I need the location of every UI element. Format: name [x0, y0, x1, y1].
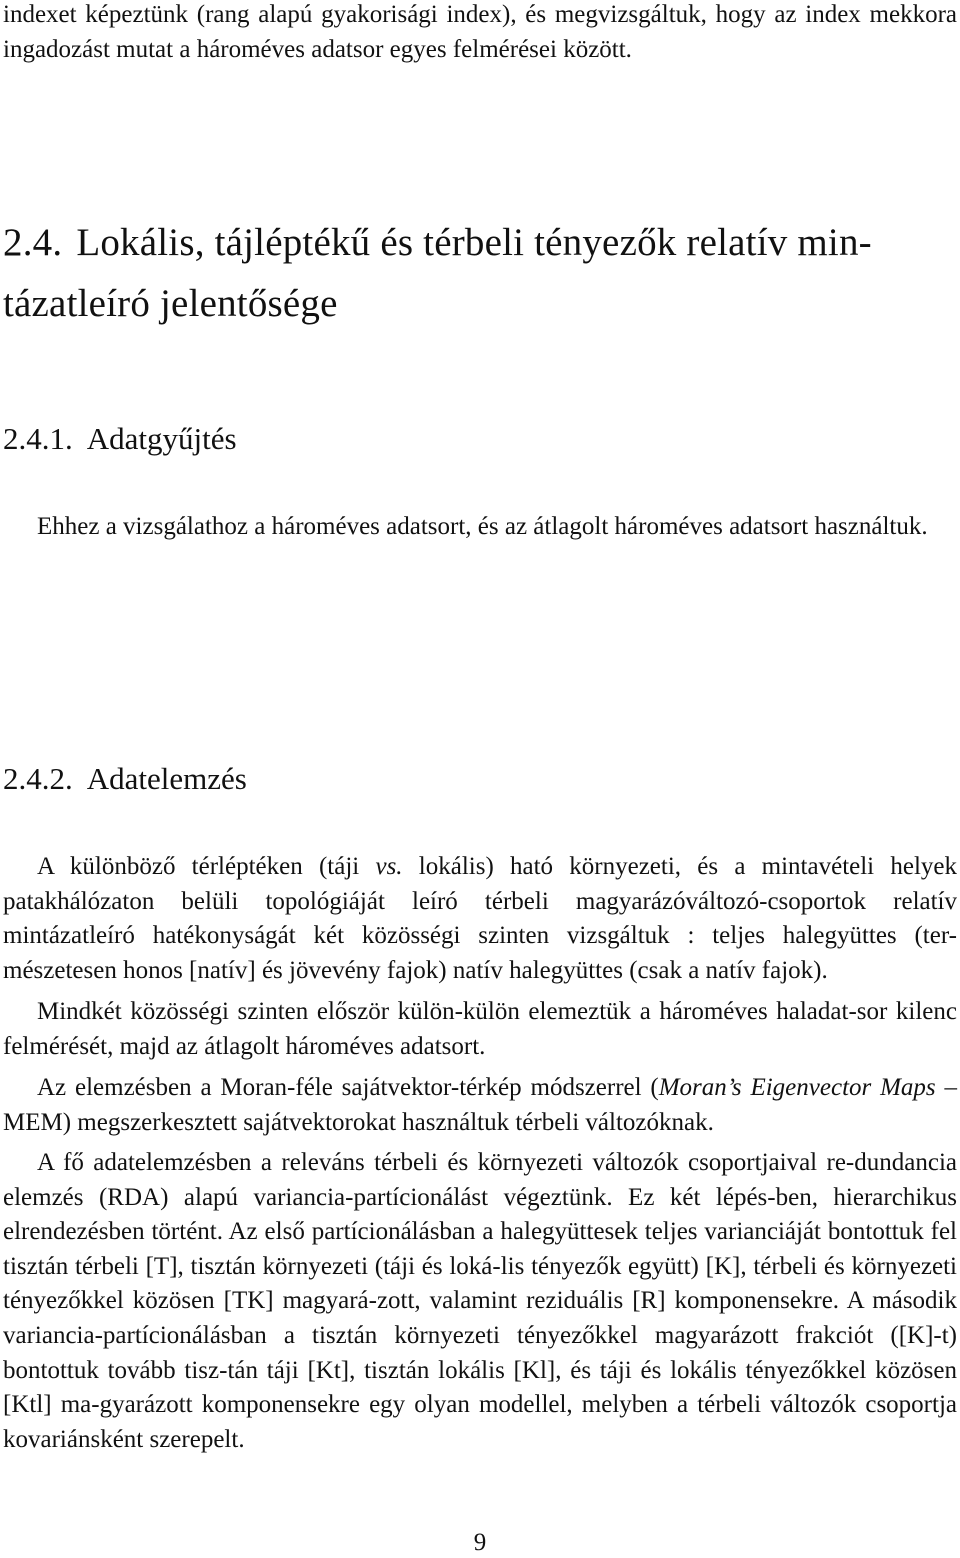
- analysis-p3-start: Az elemzésben a Moran-féle sajátvektor-térkép módszerrel (: [37, 1074, 659, 1101]
- subsection-heading-2-4-1: [3, 419, 957, 459]
- data-collection-paragraph: Ehhez a vizsgálathoz a hároméves adatsort, és az átlagolt hároméves adatsort használtuk.: [37, 513, 928, 540]
- page-number: 9: [473, 1529, 487, 1556]
- analysis-p3-rest: – MEM) megszerkesztett sajátvektorokat használtuk térbeli változóknak.: [3, 1074, 958, 1136]
- analysis-p1-rest: lokális) ható környezeti, és a mintavételi helyek patakhálózaton belüli topológiáját leíró térbeli magyarázóváltozó-csoportok relatív mintázatleíró hatékonyságát két közösségi szinten vizsgáltuk : teljes halegyüttes (ter-mészetesen honos [natív] és jövevény fajok) natív halegyüttes (csak a natív fajok).: [3, 853, 957, 984]
- section-number: 2.4.: [3, 221, 63, 264]
- analysis-p1-versus: vs.: [375, 853, 403, 880]
- analysis-p1-start: A különböző térléptéken (táji: [37, 853, 376, 880]
- subsection-heading-2-4-2: [3, 759, 957, 799]
- analysis-p3-italic-term: Moran’s Eigenvector Maps: [658, 1074, 936, 1101]
- subsection-number: 2.4.2.: [3, 761, 73, 796]
- section-title: Lokális, tájléptékű és térbeli tényezők relatív min-tázatleíró jelentősége: [3, 221, 872, 325]
- section-heading-2-4: [3, 212, 957, 334]
- intro-paragraph: indexet képeztünk (rang alapú gyakorisági index), és megvizsgáltuk, hogy az index mekkora ingadozást mutat a hároméves adatsor egyes felmérései között.: [3, 1, 957, 63]
- analysis-paragraph-4: A fő adatelemzésben a releváns térbeli és környezeti változók csoportjaival re-dundancia elemzés (RDA) alapú variancia-partícionálást végeztünk. Ez két lépés-ben, hierarchikus elrendezésben történt. Az első partícionálásban a halegyüttesek teljes varianciáját bontottuk fel tisztán térbeli [T], tisztán környezeti (táji és loká-lis tényezők együtt) [K], térbeli és környezeti tényezőkkel közösen [TK] magyará-zott, valamint reziduális [R] komponensekre. A második variancia-partícionálásban a tisztán környezeti tényezőkkel magyarázott frakciót ([K]-t) bontottuk tovább tisz-tán táji [Kt], tisztán lokális [Kl], és táji és lokális tényezőkkel közösen [Ktl] ma-gyarázott komponensekre egy olyan modellel, melyben a térbeli változók csoportja kovariánsként szerepelt.: [3, 1149, 957, 1453]
- analysis-paragraph-1: [3, 850, 957, 988]
- analysis-paragraph-2: Mindkét közösségi szinten először külön-külön elemeztük a hároméves haladat-sor kilenc felmérését, majd az átlagolt hároméves adatsort.: [3, 998, 957, 1060]
- subsection-number: 2.4.1.: [3, 421, 73, 456]
- subsection-title: Adatgyűjtés: [86, 421, 237, 456]
- analysis-paragraph-3: [3, 1071, 957, 1140]
- subsection-title: Adatelemzés: [86, 761, 247, 796]
